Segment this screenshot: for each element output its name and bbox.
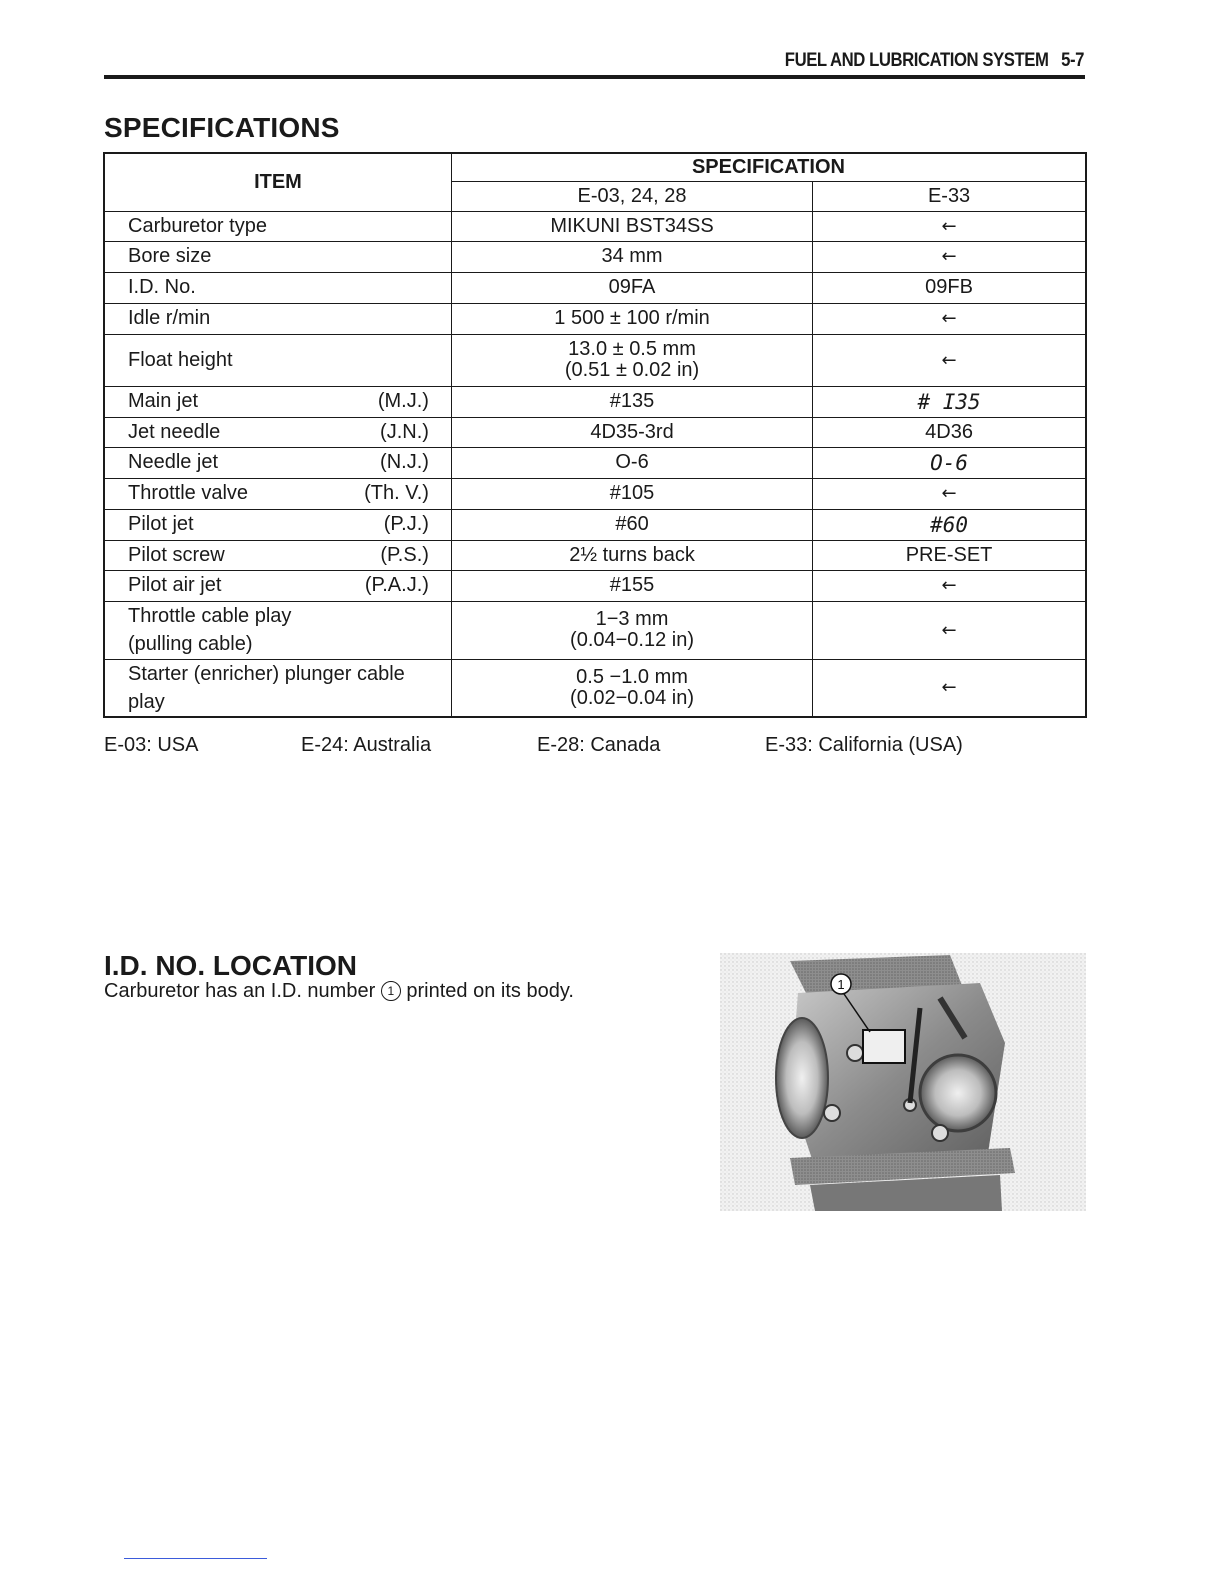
same-as-arrow: ← — [813, 241, 1086, 272]
callout-number: 1 — [381, 981, 401, 1001]
section-title: FUEL AND LUBRICATION SYSTEM — [784, 50, 1049, 71]
spec-value: MIKUNI BST34SS — [451, 211, 812, 241]
region-note: E-03: USA — [104, 734, 199, 756]
item-label: Pilot jet — [128, 513, 194, 535]
id-location-heading: I.D. NO. LOCATION — [104, 950, 358, 981]
table-row — [104, 303, 1086, 334]
header-rule — [104, 75, 1085, 79]
spec-value-e33: 09FB — [813, 272, 1086, 303]
item-label: Pilot air jet — [128, 574, 222, 596]
item-label: Jet needle — [128, 420, 221, 443]
item-abbreviation: (P.A.J.) — [364, 574, 429, 596]
page-number: 5-7 — [1061, 50, 1084, 71]
id-number-box — [863, 1030, 905, 1063]
footer-rule — [124, 1558, 267, 1559]
specifications-heading: SPECIFICATIONS — [104, 112, 340, 143]
spec-value-line1: 13.0 ± 0.5 mm — [568, 338, 696, 360]
item-label: Main jet — [128, 390, 199, 412]
spec-value-line2: (0.51 ± 0.02 in) — [564, 359, 700, 381]
table-row — [104, 386, 1086, 417]
spec-value: 4D35-3rd — [451, 417, 812, 447]
item-label: Pilot screw — [128, 543, 225, 566]
item-label-line2: play — [128, 690, 165, 713]
specifications-table — [103, 152, 1087, 718]
item-label: Bore size — [104, 241, 451, 272]
spec-value: O-6 — [451, 447, 812, 478]
same-as-arrow: ← — [813, 570, 1086, 601]
item-label-line1: Starter (enricher) plunger cable — [128, 662, 405, 685]
table-row — [104, 272, 1086, 303]
item-label-line1: Throttle cable play — [128, 605, 292, 627]
bolt — [932, 1125, 948, 1141]
bolt — [824, 1105, 840, 1121]
item-label: Carburetor type — [104, 211, 451, 241]
spec-value: 2½ turns back — [451, 540, 812, 570]
spec-value-e33: 4D36 — [813, 417, 1086, 447]
table-row — [104, 601, 1086, 659]
table-row — [104, 509, 1086, 540]
photo-callout-label: 1 — [837, 977, 845, 992]
carburetor-photo — [720, 953, 1086, 1211]
item-abbreviation: (J.N.) — [380, 420, 429, 443]
handwritten-value: O-6 — [813, 447, 1086, 478]
bolt — [847, 1045, 863, 1061]
running-header — [104, 50, 1084, 74]
spec-value: #155 — [451, 570, 812, 601]
table-row — [104, 570, 1086, 601]
e03-column-header: E-03, 24, 28 — [451, 181, 812, 211]
region-note: E-33: California (USA) — [765, 734, 963, 756]
region-note: E-28: Canada — [537, 734, 661, 756]
table-row — [104, 211, 1086, 241]
id-location-text: Carburetor has an I.D. number 1 printed on its body. — [104, 980, 574, 1002]
spec-value-line2: (0.02−0.04 in) — [570, 686, 695, 709]
table-row — [104, 334, 1086, 386]
table-row — [104, 659, 1086, 717]
item-label: Throttle valve — [128, 482, 249, 504]
spec-value-line2: (0.04−0.12 in) — [570, 629, 695, 651]
same-as-arrow: ← — [813, 478, 1086, 509]
item-label: Needle jet — [128, 451, 219, 473]
handwritten-value: #60 — [813, 509, 1086, 540]
table-row — [104, 417, 1086, 447]
item-abbreviation: (N.J.) — [380, 451, 429, 473]
table-row — [104, 478, 1086, 509]
spec-value: 1 500 ± 100 r/min — [451, 303, 812, 334]
spec-value: 34 mm — [451, 241, 812, 272]
item-label: Idle r/min — [104, 303, 451, 334]
region-notes — [0, 734, 1224, 760]
same-as-arrow: ← — [813, 659, 1086, 717]
item-label: I.D. No. — [104, 272, 451, 303]
item-abbreviation: (M.J.) — [377, 390, 429, 412]
same-as-arrow: ← — [813, 601, 1086, 659]
spec-value-line1: 0.5 −1.0 mm — [576, 665, 688, 688]
handwritten-value: # I35 — [813, 386, 1086, 417]
spec-value-line1: 1−3 mm — [595, 608, 669, 630]
item-label: Float height — [104, 334, 451, 386]
outlet-bore — [920, 1055, 996, 1131]
region-note: E-24: Australia — [301, 734, 432, 756]
item-label-line2: (pulling cable) — [128, 633, 253, 655]
item-abbreviation: (P.S.) — [380, 543, 429, 566]
item-column-header: ITEM — [104, 153, 451, 211]
spec-value: 09FA — [451, 272, 812, 303]
same-as-arrow: ← — [813, 211, 1086, 241]
same-as-arrow: ← — [813, 303, 1086, 334]
intake-bore — [776, 1018, 828, 1138]
table-row — [104, 447, 1086, 478]
table-row — [104, 241, 1086, 272]
same-as-arrow: ← — [813, 334, 1086, 386]
item-abbreviation: (P.J.) — [383, 513, 429, 535]
table-row — [104, 540, 1086, 570]
item-abbreviation: (Th. V.) — [364, 482, 429, 504]
spec-value: #60 — [451, 509, 812, 540]
spec-value-e33: PRE-SET — [813, 540, 1086, 570]
specification-column-header: SPECIFICATION — [451, 153, 1086, 181]
e33-column-header: E-33 — [813, 181, 1086, 211]
spec-value: #105 — [451, 478, 812, 509]
spec-value: #135 — [451, 386, 812, 417]
